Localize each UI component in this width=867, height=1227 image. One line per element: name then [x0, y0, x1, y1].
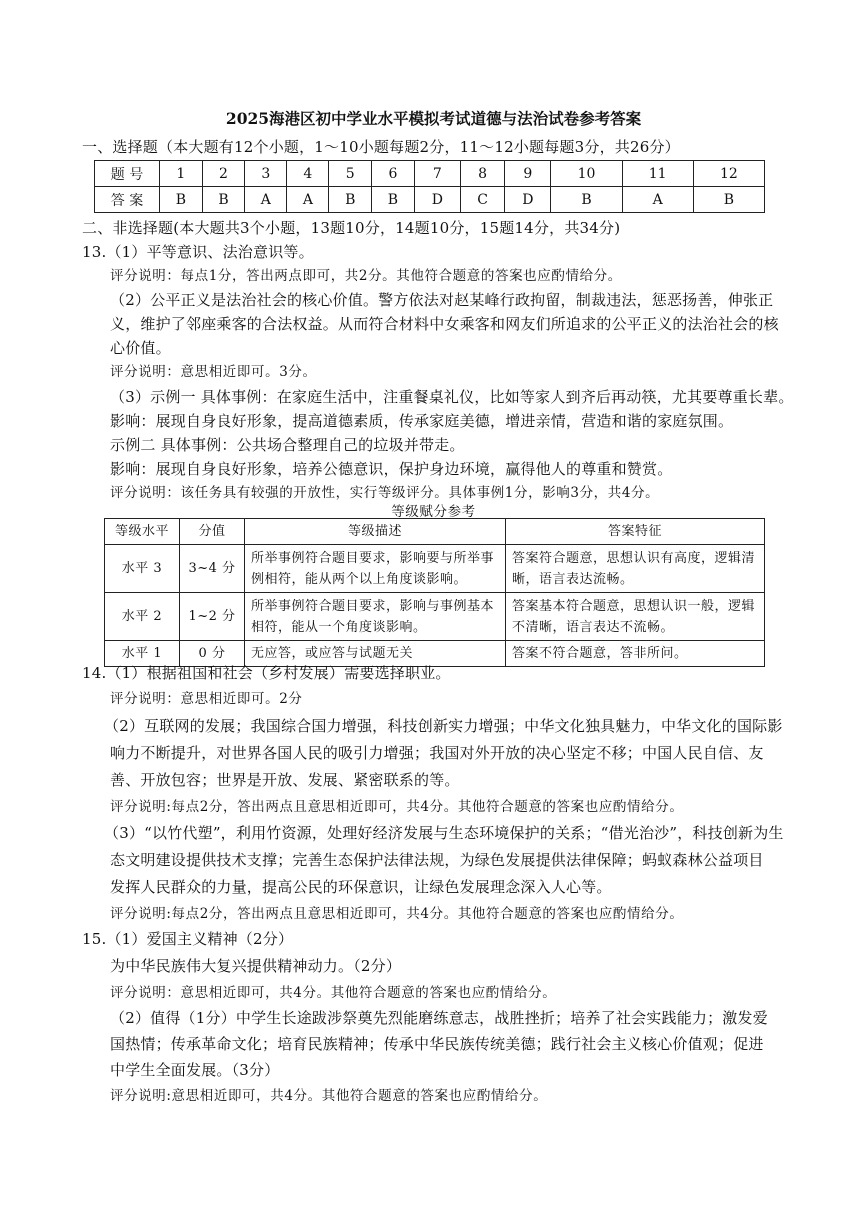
level-cell: 水平 1: [105, 641, 180, 667]
answer-letter: C: [460, 187, 504, 213]
q15-part2-line2: 国热情；传承革命文化；培育民族精神；传承中华民族传统美德；践行社会主义核心价值观；促进: [110, 1035, 764, 1053]
q15-part1-line2: 为中华民族伟大复兴提供精神动力。（2分）: [110, 957, 402, 975]
level-table-row: [105, 545, 765, 593]
question-number: 9: [505, 161, 551, 187]
answer-letter: D: [505, 187, 551, 213]
score-cell: 0 分: [180, 641, 245, 667]
question-number: 5: [329, 161, 372, 187]
description-cell: 所举事例符合题目要求，影响与事例基本相符，能从一个角度谈影响。: [245, 593, 506, 641]
q14-part3-line3: 发挥人民群众的力量，提高公民的环保意识，让绿色发展理念深入人心等。: [110, 878, 612, 896]
q14-part2-scoring-note: 评分说明:每点2分，答出两点且意思相近即可，共4分。其他符合题意的答案也应酌情给分。: [110, 799, 684, 815]
question-number: 6: [372, 161, 415, 187]
score-cell: 3~4 分: [180, 545, 245, 593]
question-number: 8: [460, 161, 504, 187]
question-number: 2: [202, 161, 245, 187]
q14-part3-line1: （3）“以竹代塑”，利用竹资源，处理好经济发展与生态环境保护的关系；“借光治沙”，科技创新为生: [104, 824, 784, 842]
header-feature: 答案特征: [506, 519, 765, 545]
level-cell: 水平 3: [105, 545, 180, 593]
level-cell: 水平 2: [105, 593, 180, 641]
q14-part2-line2: 响力不断提升，对世界各国人民的吸引力增强；我国对外开放的决心坚定不移；中国人民自信、友: [110, 744, 764, 762]
header-level: 等级水平: [105, 519, 180, 545]
q15-part1-scoring-note: 评分说明：意思相近即可，共4分。其他符合题意的答案也应酌情给分。: [110, 985, 557, 1001]
answer-key-answer-row: [95, 187, 765, 213]
answer-row-label: 答 案: [95, 187, 160, 213]
level-scoring-table: [104, 518, 765, 667]
feature-cell: 答案基本符合题意，思想认识一般，逻辑不清晰，语言表达不流畅。: [506, 593, 765, 641]
description-cell: 无应答，或应答与试题无关: [245, 641, 506, 667]
answer-letter: B: [693, 187, 764, 213]
level-table-caption: 等级赋分参考: [391, 504, 476, 520]
question-number: 10: [551, 161, 622, 187]
question-number: 3: [245, 161, 287, 187]
q14-part1-scoring-note: 评分说明：意思相近即可。2分: [110, 691, 303, 707]
answer-key-table: [94, 160, 765, 213]
answer-letter: B: [202, 187, 245, 213]
q13-part3-line2: 影响：展现自身良好形象，提高道德素质，传承家庭美德，增进亲情，营造和谐的家庭氛围。: [110, 412, 734, 430]
q13-part2-line1: （2）公平正义是法治社会的核心价值。警方依法对赵某峰行政拘留，制裁违法，惩恶扬善，伸张正: [110, 291, 774, 309]
feature-cell: 答案符合题意，思想认识有高度，逻辑清晰，语言表达流畅。: [506, 545, 765, 593]
answer-letter: A: [245, 187, 287, 213]
q14-part3-line2: 态文明建设提供技术支撑；完善生态保护法律法规，为绿色发展提供法律保障；蚂蚁森林公益项目: [110, 851, 764, 869]
question-number: 4: [287, 161, 329, 187]
answer-letter: A: [622, 187, 693, 213]
answer-letter: D: [414, 187, 460, 213]
header-description: 等级描述: [245, 519, 506, 545]
answer-letter: B: [551, 187, 622, 213]
q13-part3-scoring-note: 评分说明：该任务具有较强的开放性，实行等级评分。具体事例1分，影响3分，共4分。: [110, 485, 660, 501]
q13-part2-scoring-note: 评分说明：意思相近即可。3分。: [110, 364, 317, 380]
question-number: 7: [414, 161, 460, 187]
q13-part3-line1: （3）示例一 具体事例：在家庭生活中，注重餐桌礼仪，比如等家人到齐后再动筷，尤其要尊重长辈。: [110, 388, 794, 406]
q14-part2-line3: 善、开放包容；世界是开放、发展、紧密联系的等。: [110, 771, 460, 789]
number-row-label: 题 号: [95, 161, 160, 187]
score-cell: 1~2 分: [180, 593, 245, 641]
feature-cell: 答案不符合题意，答非所问。: [506, 641, 765, 667]
level-table-row: [105, 593, 765, 641]
q13-part3-line3: 示例二 具体事例：公共场合整理自己的垃圾并带走。: [110, 436, 465, 454]
answer-key-number-row: [95, 161, 765, 187]
q15-part1: 15.（1）爱国主义精神（2分）: [82, 930, 294, 948]
question-number: 1: [160, 161, 203, 187]
answer-letter: B: [372, 187, 415, 213]
question-number: 11: [622, 161, 693, 187]
q15-part2-scoring-note: 评分说明:意思相近即可，共4分。其他符合题意的答案也应酌情给分。: [110, 1088, 548, 1104]
q15-part2-line1: （2）值得（1分）中学生长途跋涉祭奠先烈能磨练意志，战胜挫折；培养了社会实践能力；激发爱: [110, 1009, 768, 1027]
q14-part3-scoring-note: 评分说明:每点2分，答出两点且意思相近即可，共4分。其他符合题意的答案也应酌情给分。: [110, 906, 684, 922]
description-cell: 所举事例符合题目要求，影响要与所举事例相符，能从两个以上角度谈影响。: [245, 545, 506, 593]
answer-letter: A: [287, 187, 329, 213]
answer-letter: B: [160, 187, 203, 213]
q15-part2-line3: 中学生全面发展。（3分）: [110, 1061, 280, 1079]
answer-letter: B: [329, 187, 372, 213]
question-number: 12: [693, 161, 764, 187]
q13-part1-scoring-note: 评分说明：每点1分，答出两点即可，共2分。其他符合题意的答案也应酌情给分。: [110, 268, 622, 284]
q13-part2-line3: 心价值。: [110, 339, 171, 357]
level-table-header: [105, 519, 765, 545]
page-title: 2025海港区初中学业水平模拟考试道德与法治试卷参考答案: [225, 109, 642, 128]
q13-part2-line2: 义，维护了邻座乘客的合法权益。从而符合材料中女乘客和网友们所追求的公平正义的法治社会的核: [110, 315, 779, 333]
header-score: 分值: [180, 519, 245, 545]
q14-part1: 14.（1）根据祖国和社会（乡村发展）需要选择职业。: [82, 664, 451, 682]
q13-part3-line4: 影响：展现自身良好形象，培养公德意识，保护身边环境，赢得他人的尊重和赞赏。: [110, 460, 673, 478]
q13-part1: 13.（1）平等意识、法治意识等。: [82, 243, 314, 261]
q14-part2-line1: （2）互联网的发展；我国综合国力增强，科技创新实力增强；中华文化独具魅力，中华文化的国际影: [104, 717, 783, 735]
section2-heading: 二、非选择题(本大题共3个小题，13题10分，14题10分，15题14分，共34分): [82, 219, 621, 237]
section1-heading: 一、选择题（本大题有12个小题，1～10小题每题2分，11～12小题每题3分，共26分）: [82, 138, 680, 156]
